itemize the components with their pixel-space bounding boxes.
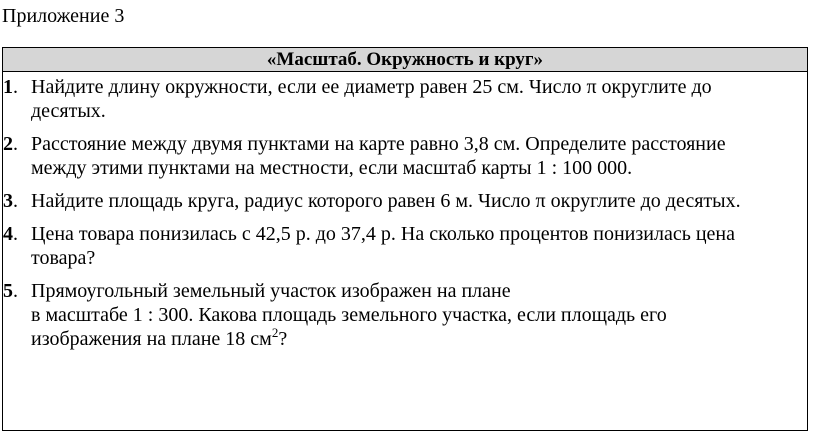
task-text-line: Найдите длину окружности, если ее диаметр равен 25 см. Число π округлите до [31, 76, 712, 98]
task-list [3, 75, 791, 360]
task-text-line: в масштабе 1 : 300. Какова площадь земельного участка, если площадь его [31, 304, 667, 326]
superscript: 2 [271, 325, 279, 340]
task-item [3, 132, 791, 180]
task-text-line: Цена товара понизилась с 42,5 р. до 37,4 р. На сколько процентов понизилась цена [31, 223, 736, 245]
task-last-line-end: ? [278, 328, 288, 350]
task-text-line: товара? [31, 247, 96, 269]
task-last-line-text: изображения на плане 18 см [31, 328, 272, 350]
task-text-line: Прямоугольный земельный участок изображен на плане [31, 280, 511, 302]
task-item [3, 189, 791, 213]
task-number: 2. [3, 133, 18, 155]
task-number: 3. [3, 190, 18, 212]
task-text-line: десятых. [31, 100, 106, 122]
task-number: 5. [3, 280, 18, 302]
worksheet-box [2, 47, 808, 431]
appendix-label: Приложение 3 [2, 5, 125, 27]
task-number: 1. [3, 76, 18, 98]
task-number: 4. [3, 223, 18, 245]
worksheet-title: «Масштаб. Окружность и круг» [3, 48, 807, 72]
task-text-line: Расстояние между двумя пунктами на карте равно 3,8 см. Определите расстояние [31, 133, 726, 155]
task-text-line: между этими пунктами на местности, если масштаб карты 1 : 100 000. [31, 157, 633, 179]
task-text-line: Найдите площадь круга, радиус которого равен 6 м. Число π округлите до десятых. [31, 190, 741, 212]
task-item [3, 222, 791, 270]
task-item [3, 279, 791, 351]
task-item [3, 75, 791, 123]
task-text-line [31, 327, 791, 351]
